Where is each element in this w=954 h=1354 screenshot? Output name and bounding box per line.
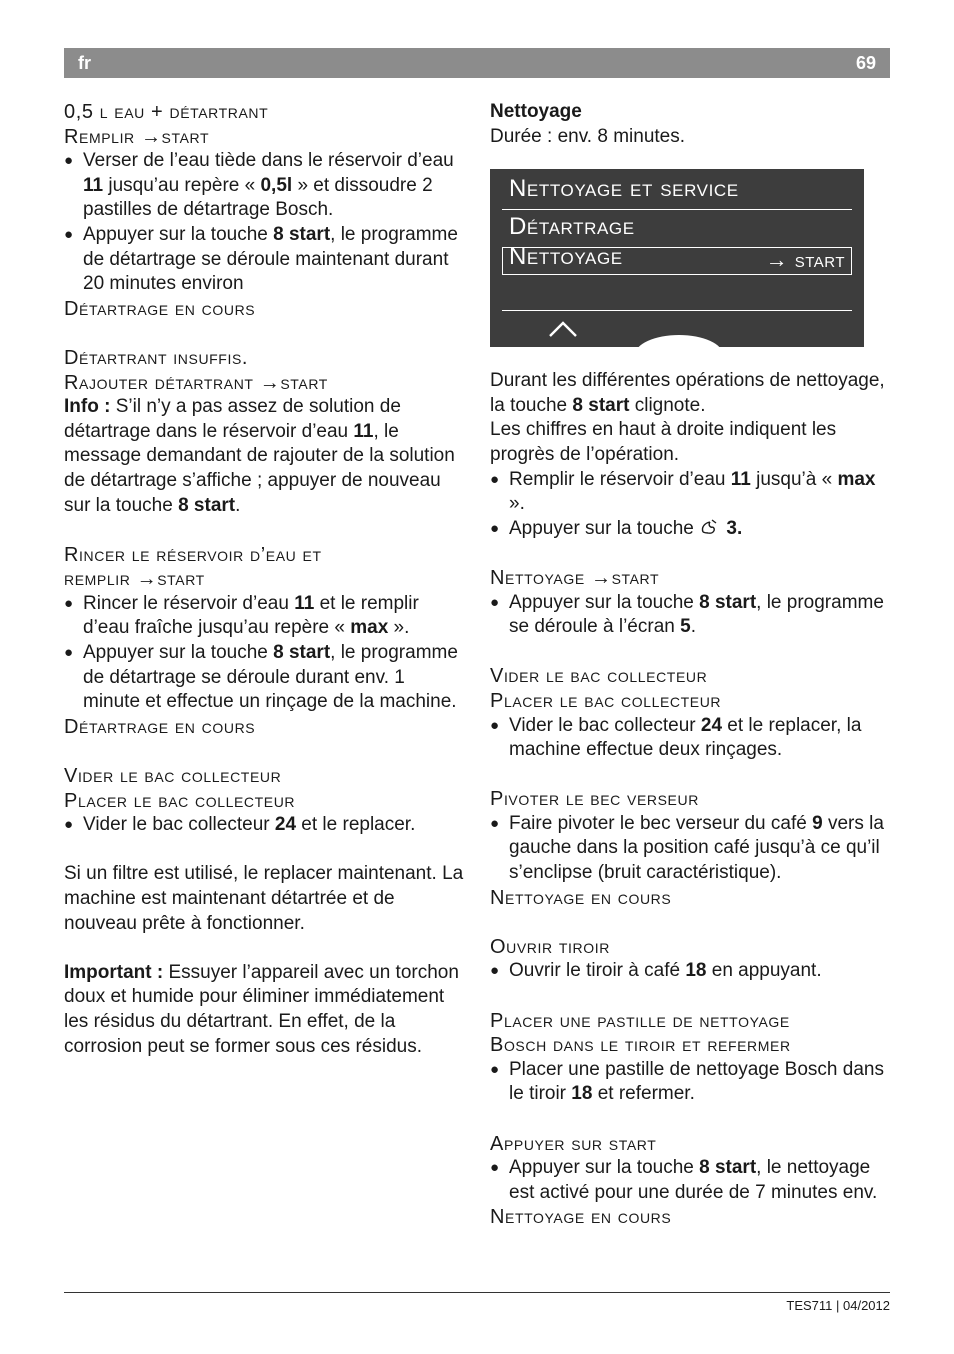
bullet-item: ● Rincer le réservoir d’eau 11 et le remplir d’eau fraîche jusqu’au repère « max ». [64,592,464,641]
bullet-item: ● Vider le bac collecteur 24 et le replacer, la machine effectue deux rinçages. [490,714,890,763]
display-message: Vider le bac collecteur [490,665,708,688]
bullet-item: ● Verser de l’eau tiède dans le réservoir d’eau 11 jusqu’au repère « 0,5l » et dissoudre 2 pastilles de détartrage Bosch. [64,149,464,223]
display-message: Vider le bac collecteur [64,765,282,788]
display-message: Rajouter détartrant →start [64,371,328,394]
rotary-knob [635,335,723,347]
paragraph: Durant les différentes opérations de nettoyage, la touche 8 start clignote. [490,370,885,416]
arrow-right-icon: → [140,125,162,148]
display-line-3: Nettoyage [509,243,623,271]
section-heading: Nettoyage [490,101,582,122]
care-symbol-icon [699,518,721,536]
display-message: Nettoyage en cours [490,1206,672,1229]
bullet-item: ● Appuyer sur la touche 3. [490,517,890,542]
display-message: Ouvrir tiroir [490,935,610,958]
display-message: Appuyer sur start [490,1132,657,1155]
arrow-right-icon: → [590,566,612,589]
display-message: Détartrage en cours [64,297,256,320]
duration-text: Durée : env. 8 minutes. [490,125,686,147]
arrow-right-icon: → [136,568,158,591]
bullet-item: ● Appuyer sur la touche 8 start, le programme se déroule à l’écran 5. [490,591,890,640]
language-label: fr [78,53,91,73]
display-line-2: Détartrage [509,213,635,241]
footer-divider [64,1292,890,1293]
arrow-right-icon: → [765,247,795,273]
display-message: remplir →start [64,568,205,591]
bullet-item: ● Faire pivoter le bec verseur du café 9 vers la gauche dans la position café jusqu’à ce qu’il s’enclipse (bruit caractéristique). [490,812,890,886]
machine-display [490,169,864,347]
display-message: Pivoter le bec verseur [490,788,699,811]
page-header-bar [64,48,890,78]
display-message: Placer le bac collecteur [64,789,296,812]
bullet-item: ● Vider le bac collecteur 24 et le replacer. [64,813,464,838]
display-message: Détartrage en cours [64,715,256,738]
left-column [64,100,464,1059]
bullet-item: ● Placer une pastille de nettoyage Bosch dans le tiroir 18 et refermer. [490,1058,890,1107]
bullet-item: ● Appuyer sur la touche 8 start, le programme de détartrage se déroule durant env. 1 minute et effectue un rinçage de la machine. [64,641,464,715]
bullet-item: ● Ouvrir le tiroir à café 18 en appuyant. [490,959,890,984]
right-column [490,100,890,1230]
important-paragraph: Important : Essuyer l’appareil avec un torchon doux et humide pour éliminer immédiatement les résidus du détartrant. En effet, de la corrosion peut se former sous ces résidus. [64,961,459,1057]
bullet-item: ● Appuyer sur la touche 8 start, le nettoyage est activé pour une durée de 7 minutes env. [490,1156,890,1205]
display-message: Bosch dans le tiroir et refermer [490,1034,791,1057]
display-start: → start [765,247,845,273]
bullet-item: ● Appuyer sur la touche 8 start, le programme de détartrage se déroule maintenant durant 20 minutes environ [64,223,464,297]
chevron-up-icon [548,319,578,339]
display-message: Placer le bac collecteur [490,689,722,712]
filter-paragraph: Si un filtre est utilisé, le replacer maintenant. La machine est maintenant détartrée et de nouveau prête à fonctionner. [64,863,464,934]
arrow-right-icon: → [259,371,281,394]
bullet-item: ● Remplir le réservoir d’eau 11 jusqu’à « max ». [490,468,890,517]
display-selected-row [502,243,852,275]
display-message: Rincer le réservoir d’eau et [64,543,322,566]
paragraph: Les chiffres en haut à droite indiquent les progrès de l’opération. [490,419,837,465]
display-message: Détartrant insuffis. [64,346,249,369]
page-number: 69 [855,53,876,73]
display-line-1: Nettoyage et service [509,175,739,203]
display-message: Nettoyage en cours [490,886,672,909]
display-message: 0,5 l eau + détartrant [64,101,269,123]
info-paragraph: Info : S’il n’y a pas assez de solution de détartrage dans le réservoir d’eau 11, le message demandant de rajouter de la solution de détartrage s’affiche ; appuyer de nouveau sur la touche 8 start. [64,396,455,516]
display-message: Remplir →start [64,125,210,148]
footer-text: TES711 | 04/2012 [786,1298,890,1313]
display-message: Nettoyage →start [490,566,660,589]
display-message: Placer une pastille de nettoyage [490,1009,790,1032]
